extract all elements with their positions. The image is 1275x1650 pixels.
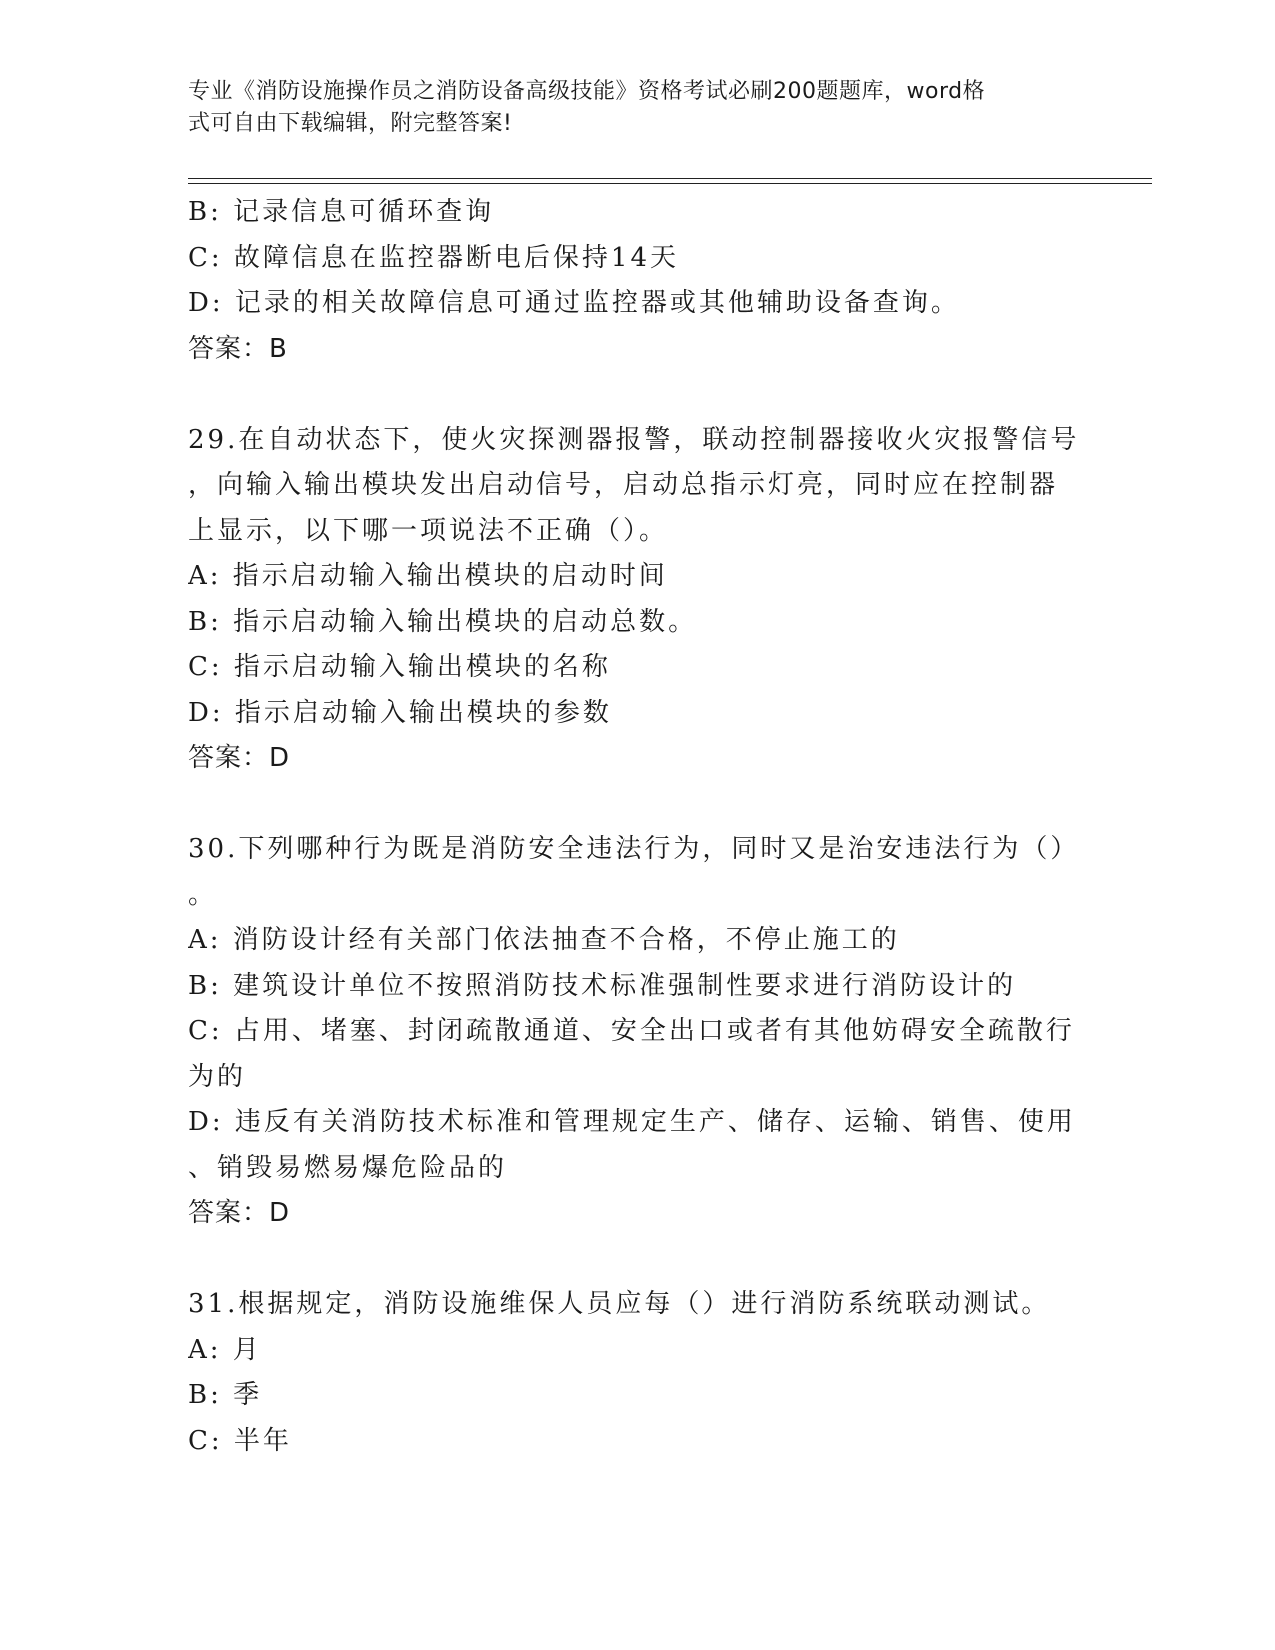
spacer: [188, 782, 1088, 828]
header-divider-bottom: [188, 183, 1152, 184]
option-b: B: 季: [188, 1380, 263, 1410]
option-d: D: 违反有关消防技术标准和管理规定生产、储存、运输、销售、使用: [188, 1107, 1076, 1137]
option-c: C: 故障信息在监控器断电后保持14天: [188, 242, 680, 273]
spacer: [188, 1237, 1088, 1283]
option-b: B: 记录信息可循环查询: [188, 197, 495, 227]
question-stem: 上显示，以下哪一项说法不正确（）。: [188, 515, 669, 546]
option-b: B: 建筑设计单位不按照消防技术标准强制性要求进行消防设计的: [188, 970, 1017, 1001]
option-c: C: 半年: [188, 1425, 292, 1456]
question-list: [188, 190, 1088, 1464]
answer: 答案：D: [188, 1198, 291, 1228]
spacer: [188, 372, 1088, 418]
option-a: A: 指示启动输入输出模块的启动时间: [188, 561, 668, 591]
question-stem: 。: [188, 879, 218, 910]
question-30: [188, 827, 1088, 1237]
question-stem: ，向输入输出模块发出启动信号，启动总指示灯亮，同时应在控制器: [188, 470, 1059, 500]
header-line-2: 式可自由下载编辑，附完整答案!: [188, 111, 513, 136]
question-29: [188, 418, 1088, 782]
option-b: B: 指示启动输入输出模块的启动总数。: [188, 606, 698, 637]
option-c: 为的: [188, 1061, 247, 1092]
question-stem: 31.根据规定，消防设施维保人员应每（）进行消防系统联动测试。: [188, 1289, 1051, 1319]
answer: 答案：B: [188, 333, 288, 364]
question-31: [188, 1282, 1088, 1464]
option-c: C: 指示启动输入输出模块的名称: [188, 652, 611, 682]
page-header: [188, 76, 1068, 140]
option-c: C: 占用、堵塞、封闭疏散通道、安全出口或者有其他妨碍安全疏散行: [188, 1016, 1075, 1046]
answer: 答案：D: [188, 743, 291, 773]
option-a: A: 消防设计经有关部门依法抽查不合格，不停止施工的: [188, 925, 900, 955]
header-divider-top: [188, 178, 1152, 179]
option-d: 、销毁易燃易爆危险品的: [188, 1152, 508, 1183]
header-line-1: 专业《消防设施操作员之消防设备高级技能》资格考试必刷200题题库，word格: [188, 79, 986, 104]
question-stem: 29.在自动状态下，使火灾探测器报警，联动控制器接收火灾报警信号: [188, 424, 1080, 455]
option-d: D: 指示启动输入输出模块的参数: [188, 697, 612, 728]
option-a: A: 月: [188, 1334, 262, 1365]
option-d: D: 记录的相关故障信息可通过监控器或其他辅助设备查询。: [188, 288, 960, 318]
question-28: [188, 190, 1088, 372]
question-stem: 30.下列哪种行为既是消防安全违法行为，同时又是治安违法行为（）: [188, 834, 1080, 864]
